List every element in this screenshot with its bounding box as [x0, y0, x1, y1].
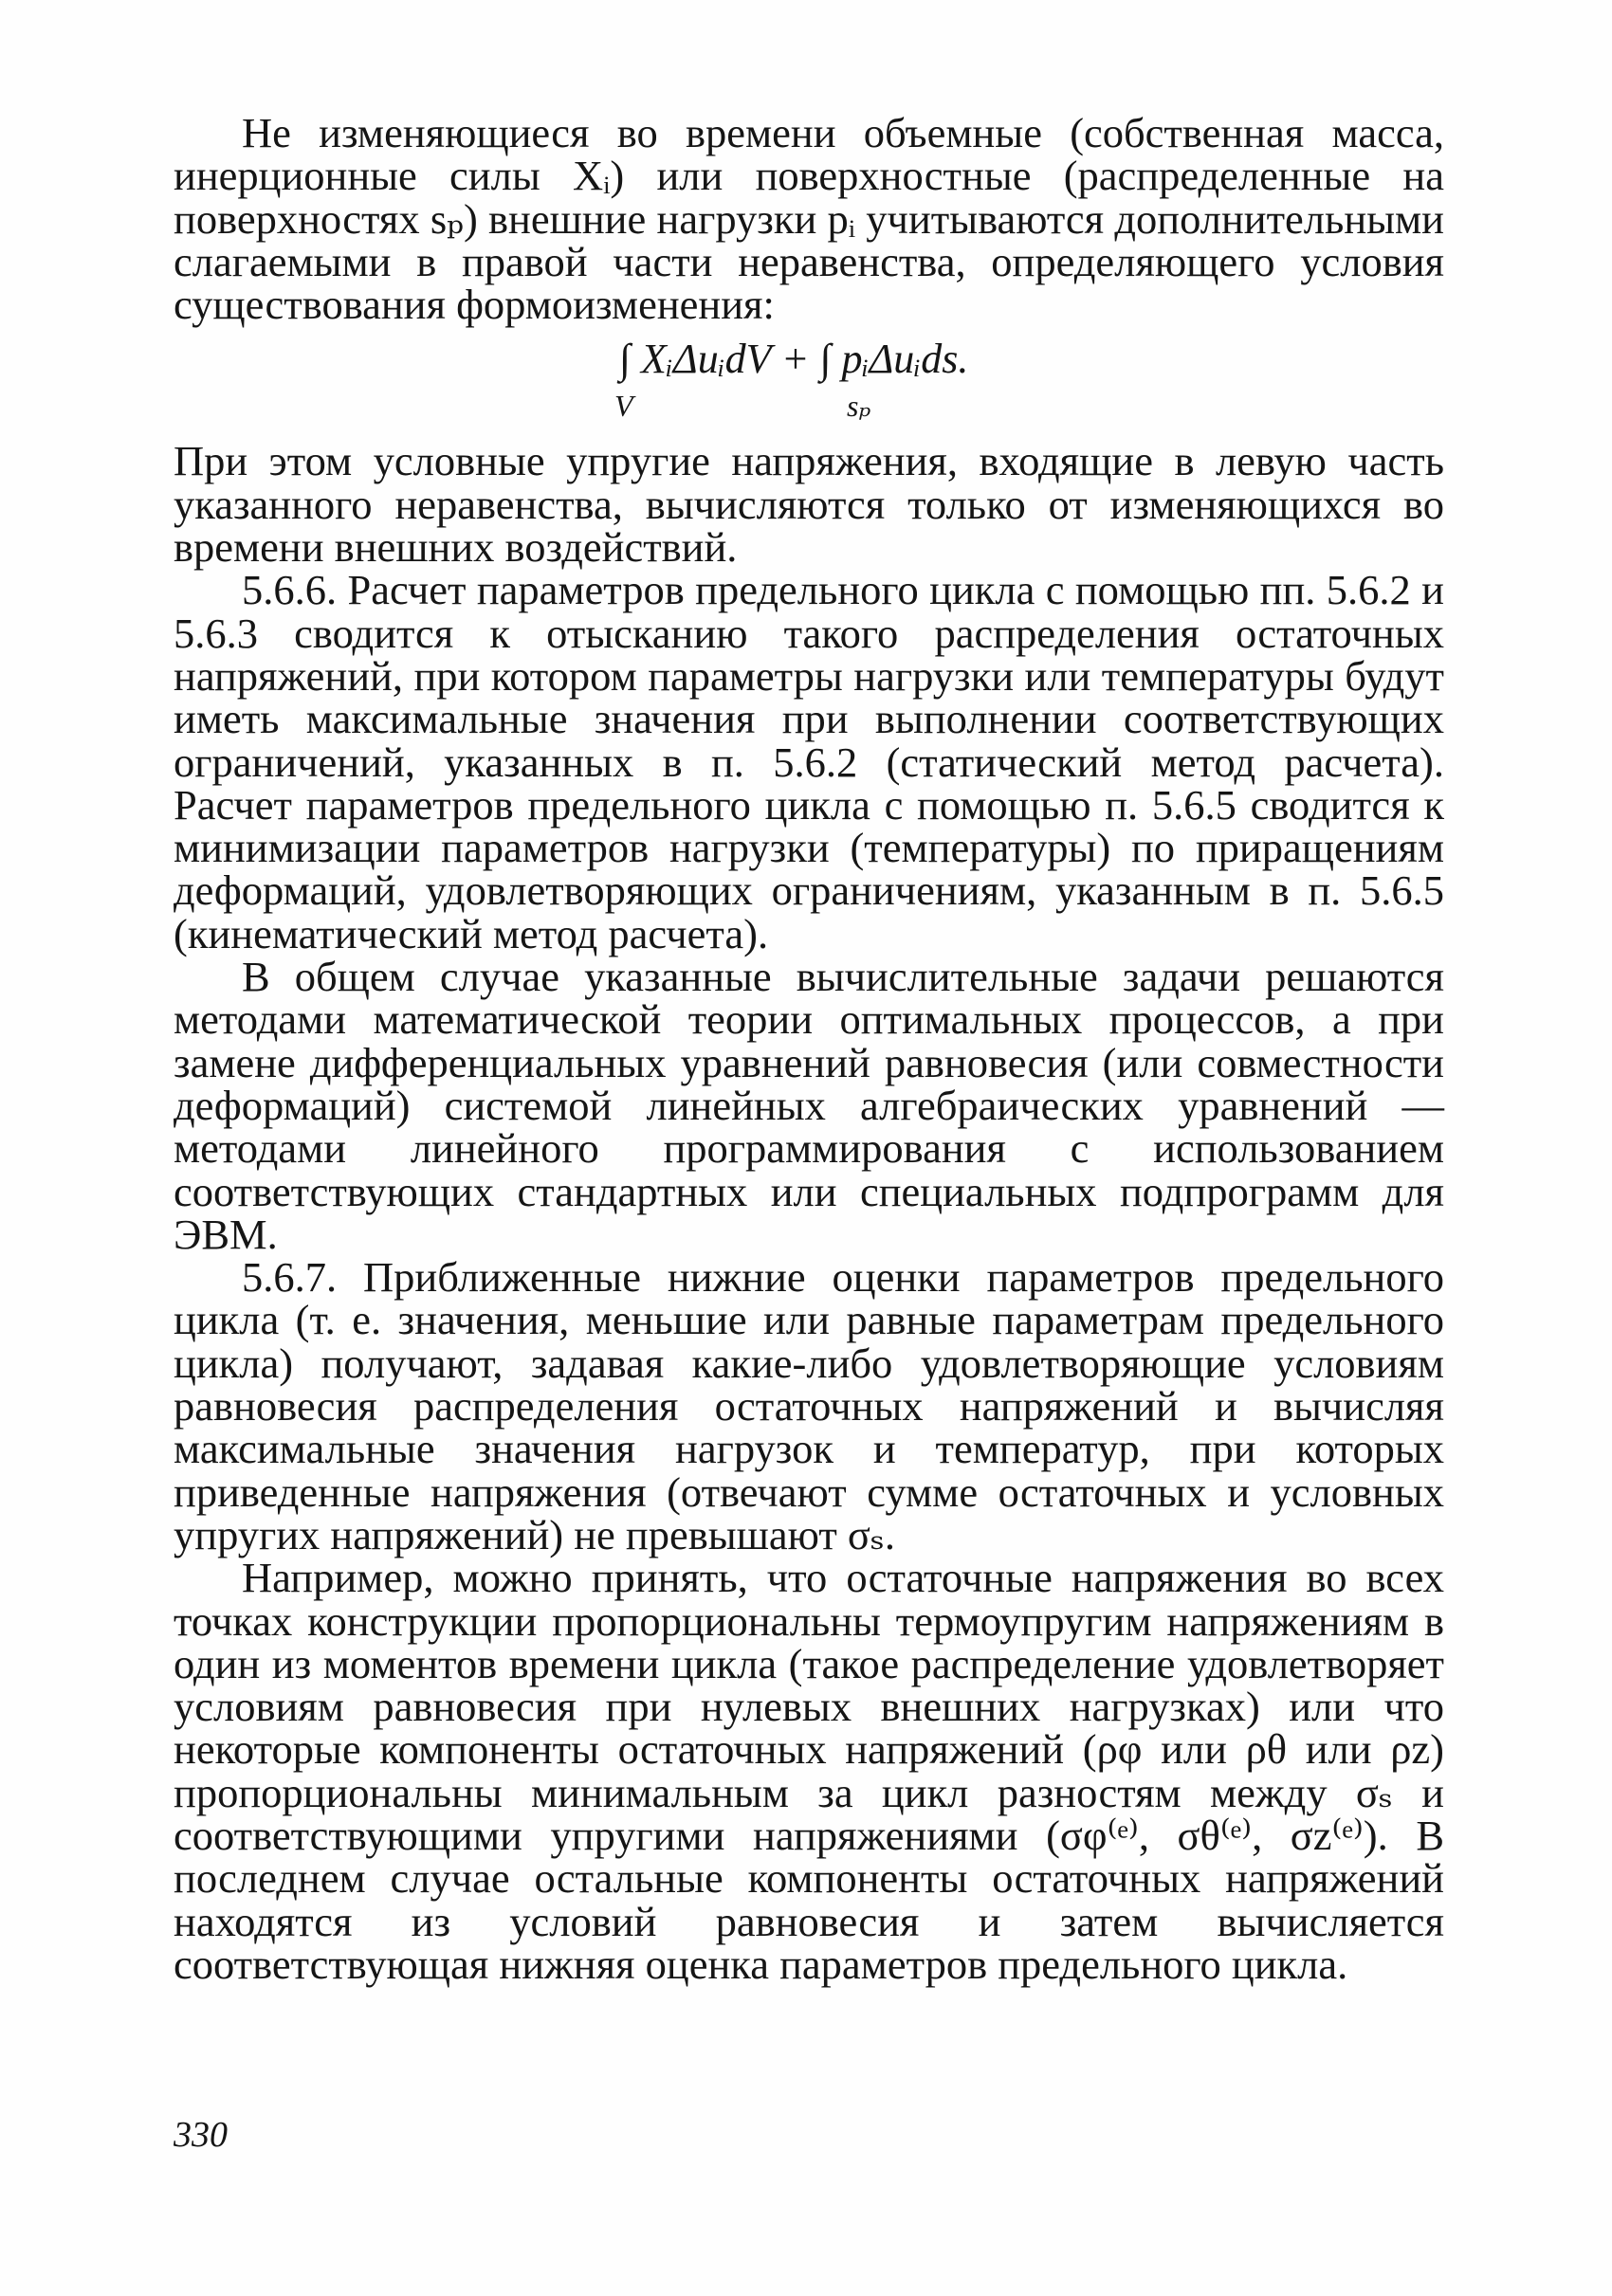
paragraph-4: В общем случае указанные вычислительные задачи решаются методами математической теории оптимальных процессов, а при замене дифференциальных уравнений равновесия (или совместности деформаций) системой линейных алгебраических уравнений — методами линейного программирования с использованием соответствующих стандартных или специальных подпрограмм для ЭВМ.: [174, 953, 1444, 1258]
paragraph-2: При этом условные упругие напряжения, входящие в левую часть указанного неравенства, вычисляются только от изменяющихся во времени внешних воздействий.: [174, 437, 1444, 572]
paragraph-1: Не изменяющиеся во времени объемные (собственная масса, инерционные силы Xᵢ) или поверхностные (распределенные на поверхностях sₚ) внешние нагрузки pᵢ учитываются дополнительными слагаемыми в правой части неравенства, определяющего условия существования формоизменения:: [174, 109, 1444, 329]
text-column: [174, 109, 1444, 1988]
formula: [174, 336, 1444, 440]
paragraph-5: 5.6.7. Приближенные нижние оценки параметров предельного цикла (т. е. значения, меньшие или равные параметрам предельного цикла) получают, задавая какие-либо удовлетворяющие условиям равновесия распределения остаточных напряжений и вычисляя максимальные значения нагрузок и температур, при которых приведенные напряжения (отвечают сумме остаточных и условных упругих напряжений) не превышают σₛ.: [174, 1253, 1444, 1558]
formula-expression: ∫ XᵢΔuᵢdV + ∫ pᵢΔuᵢds.: [619, 336, 969, 383]
formula-limit-sp: sₚ: [847, 389, 871, 424]
paragraph-6: Например, можно принять, что остаточные напряжения во всех точках конструкции пропорциональны термоупругим напряжениям в один из моментов времени цикла (такое распределение удовлетворяет условиям равновесия при нулевых внешних нагрузках) или что некоторые компоненты остаточных напряжений (ρφ или ρθ или ρz) пропорциональны минимальным за цикл разностям между σₛ и соответствующими упругими напряжениями (σφ⁽ᵉ⁾, σθ⁽ᵉ⁾, σz⁽ᵉ⁾). В последнем случае остальные компоненты остаточных напряжений находятся из условий равновесия и затем вычисляется соответствующая нижняя оценка параметров предельного цикла.: [174, 1554, 1444, 1988]
paragraph-3: 5.6.6. Расчет параметров предельного цикла с помощью пп. 5.6.2 и 5.6.3 сводится к отысканию такого распределения остаточных напряжений, при котором параметры нагрузки или температуры будут иметь максимальные значения при выполнении соответствующих ограничений, указанных в п. 5.6.2 (статический метод расчета). Расчет параметров предельного цикла с помощью п. 5.6.5 сводится к минимизации параметров нагрузки (температуры) по приращениям деформаций, удовлетворяющих ограничениям, указанным в п. 5.6.5 (кинематический метод расчета).: [174, 566, 1444, 957]
formula-limit-v: V: [614, 389, 633, 424]
page-number: 330: [174, 2115, 228, 2155]
